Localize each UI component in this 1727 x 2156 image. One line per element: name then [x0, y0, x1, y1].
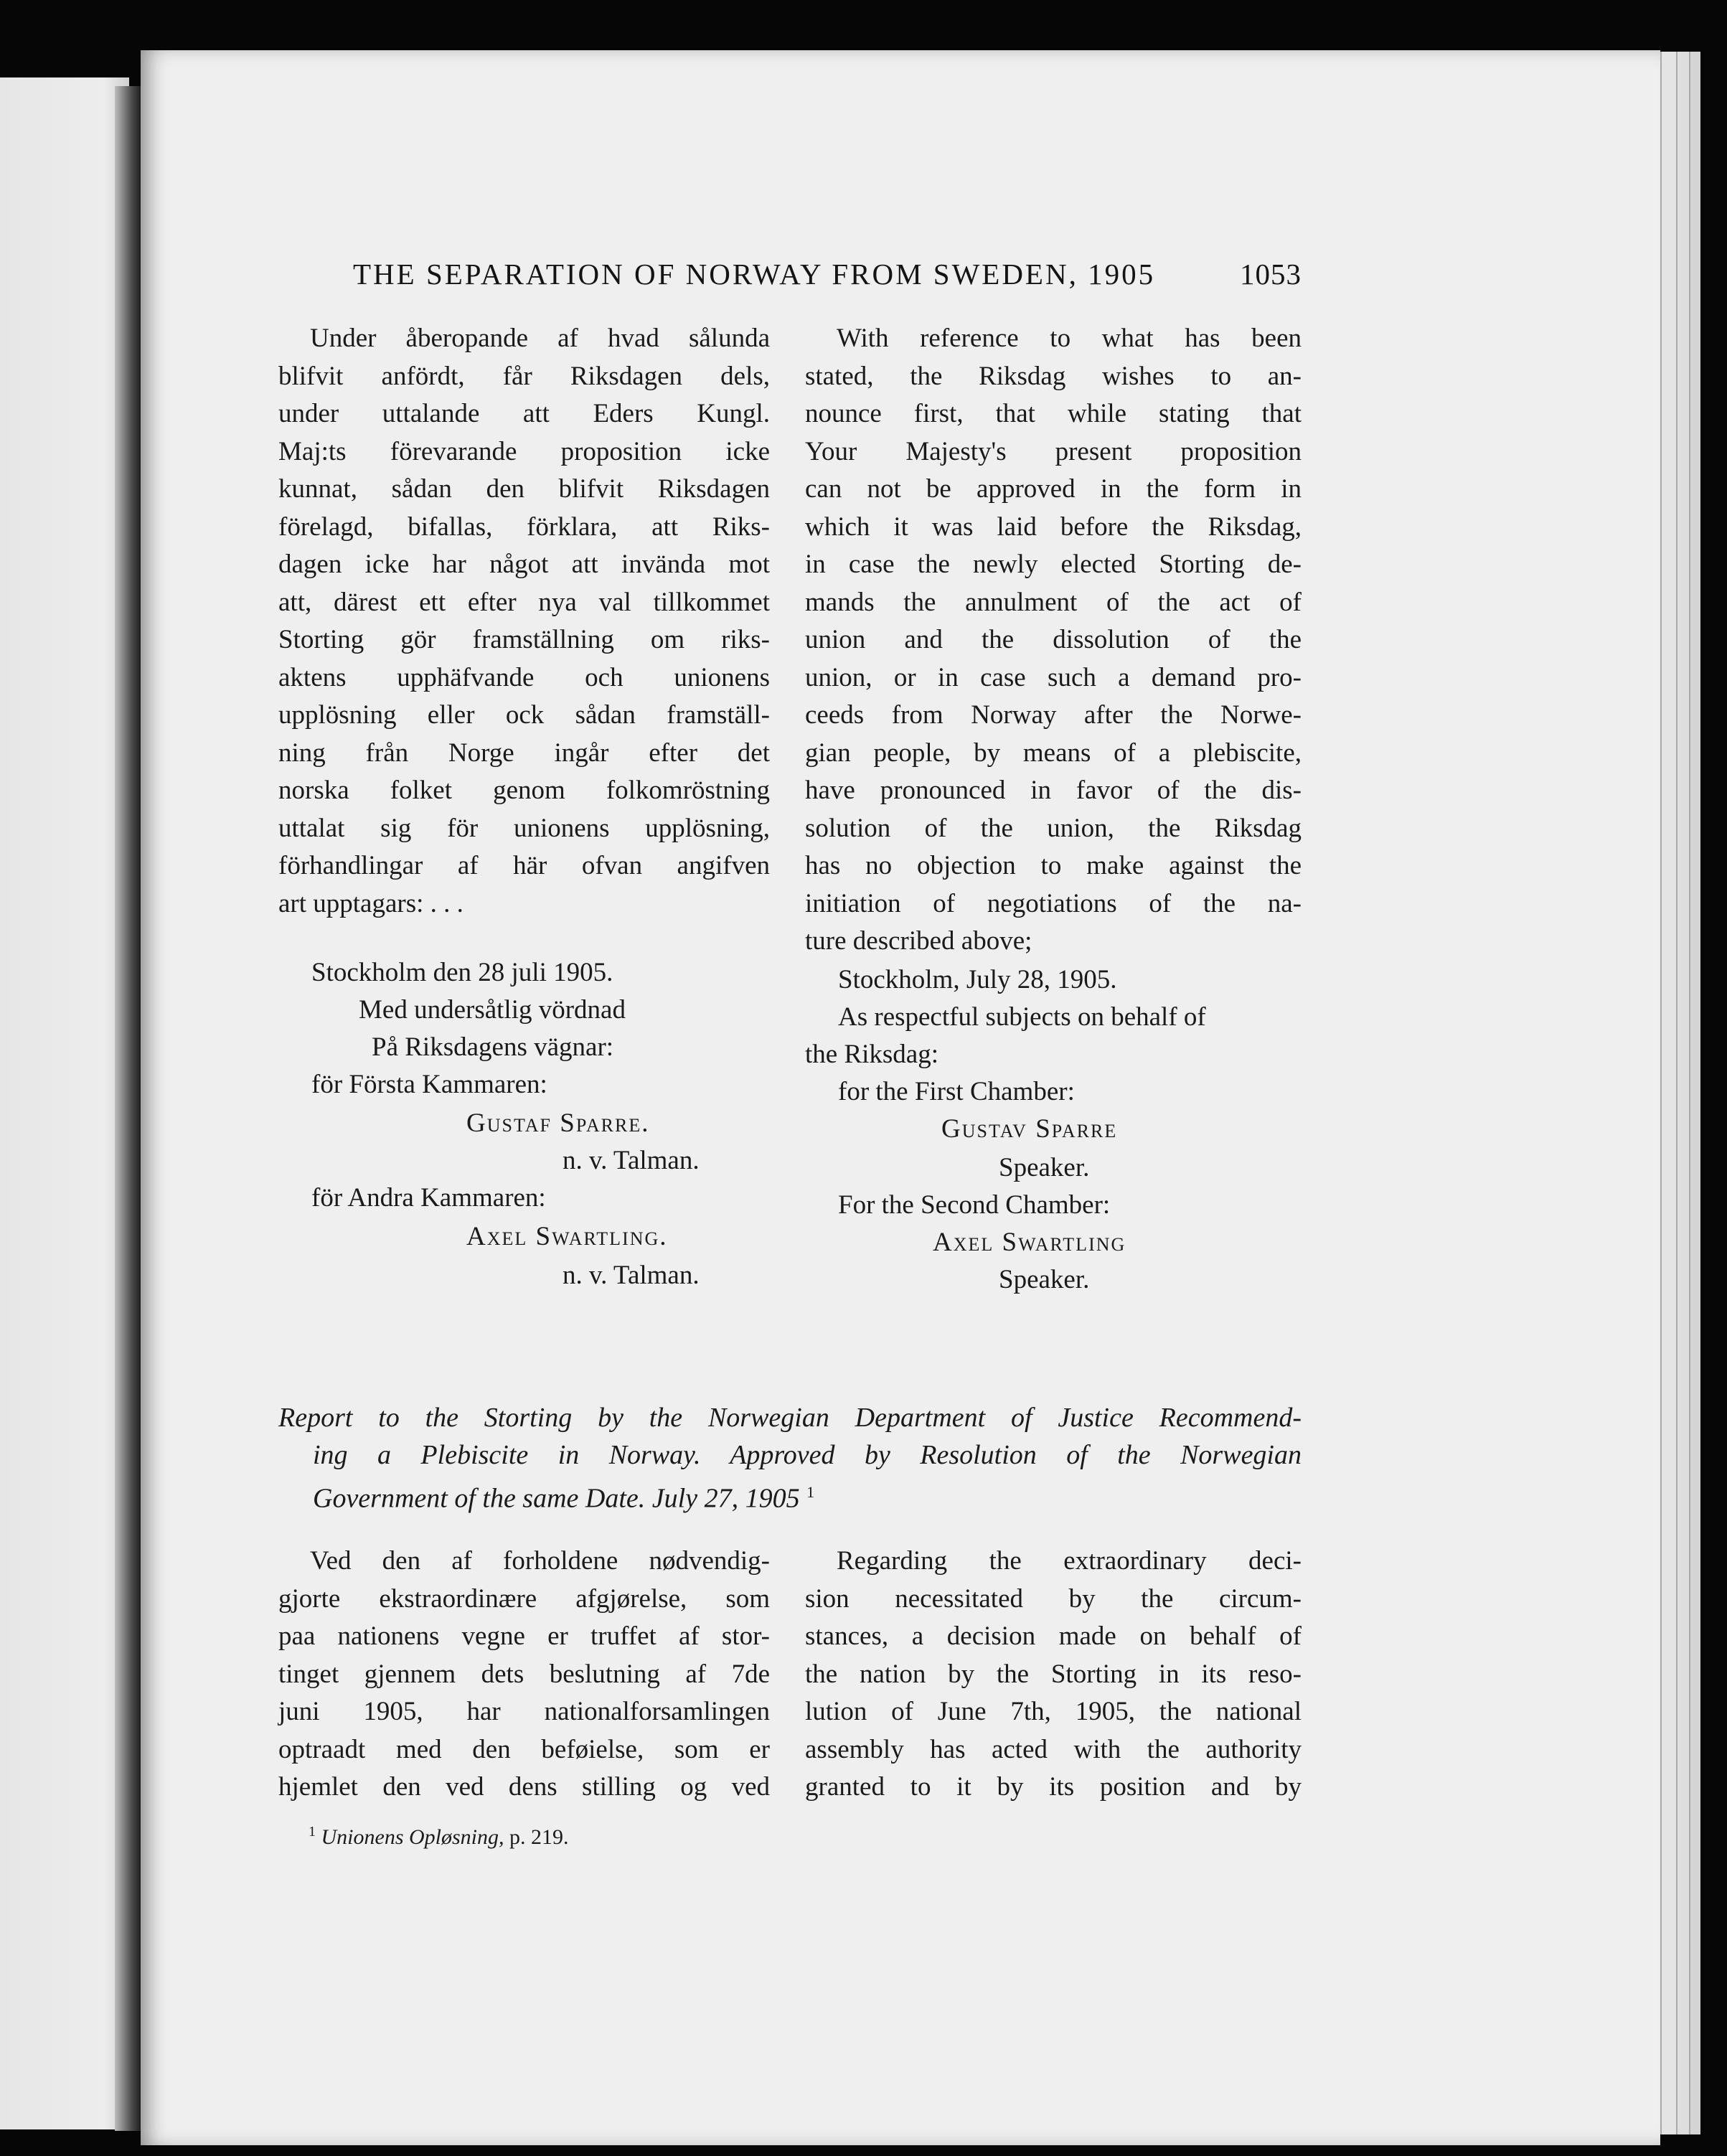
chamber-label: for the First Chamber:	[838, 1077, 1075, 1106]
text-line: stances, a decision made on behalf of	[805, 1621, 1302, 1651]
heading-text: Government of the same Date. July 27, 1905	[313, 1483, 800, 1514]
text-line: ning från Norge ingår efter det	[278, 738, 770, 768]
text-line: Storting gör framställning om riks-	[278, 625, 770, 654]
signer-name: Gustav Sparre	[941, 1114, 1118, 1144]
text-line: optraadt med den beføielse, som er	[278, 1734, 770, 1764]
signer-name: Gustaf Sparre.	[466, 1108, 650, 1138]
page-edge	[1689, 52, 1700, 2134]
place-date: Stockholm, July 28, 1905.	[838, 965, 1117, 994]
text-line: sion necessitated by the circum-	[805, 1583, 1302, 1614]
page-edge	[1660, 52, 1677, 2134]
signer-name: Axel Swartling.	[466, 1222, 668, 1251]
text-line: upplösning eller ock sådan framställ-	[278, 700, 770, 730]
text-line: union, or in case such a demand pro-	[805, 662, 1302, 692]
text-line: mands the annulment of the act of	[805, 587, 1302, 617]
page-edge	[1676, 52, 1690, 2134]
text-line: ceeds from Norway after the Norwe-	[805, 700, 1302, 730]
text-line: norska folket genom folkomröstning	[278, 776, 770, 805]
text-line: in case the newly elected Storting de-	[805, 550, 1302, 579]
signer-title: n. v. Talman.	[563, 1261, 700, 1290]
text-line: hjemlet den ved dens stilling og ved	[278, 1772, 770, 1802]
text-line: under uttalande att Eders Kungl.	[278, 399, 770, 428]
chamber-label: för Andra Kammaren:	[311, 1183, 546, 1213]
text-line: granted to it by its position and by	[805, 1772, 1302, 1802]
chamber-label: For the Second Chamber:	[838, 1190, 1111, 1220]
text-line: aktens upphäfvande och unionens	[278, 662, 770, 692]
text-line: dagen icke har något att invända mot	[278, 550, 770, 579]
text-line: lution of June 7th, 1905, the national	[805, 1697, 1302, 1726]
text-line: solution of the union, the Riksdag	[805, 813, 1302, 843]
text-line: assembly has acted with the authority	[805, 1734, 1302, 1764]
text-line: kunnat, sådan den blifvit Riksdagen	[278, 474, 770, 504]
text-line: Your Majesty's present proposition	[805, 436, 1302, 466]
text-line: Regarding the extraordinary deci-	[837, 1546, 1302, 1576]
text-line: the nation by the Storting in its reso-	[805, 1659, 1302, 1689]
footnote-marker: 1	[806, 1483, 815, 1501]
text-line: Maj:ts förevarande proposition icke	[278, 436, 770, 466]
signer-title: Speaker.	[999, 1265, 1090, 1294]
text-line: has no objection to make against the	[805, 851, 1302, 880]
text-line: can not be approved in the form in	[805, 474, 1302, 504]
text-line: have pronounced in favor of the dis-	[805, 776, 1302, 805]
text-line: ture described above;	[805, 926, 1032, 956]
heading-line	[278, 1474, 1302, 1517]
text-line: gian people, by means of a plebiscite,	[805, 738, 1302, 768]
signer-title: n. v. Talman.	[563, 1146, 700, 1175]
heading-line: Report to the Storting by the Norwegian Department of Justice Recommend-	[278, 1403, 1302, 1433]
signer-title: Speaker.	[999, 1153, 1090, 1182]
swedish-paragraph	[278, 320, 770, 923]
running-title: THE SEPARATION OF NORWAY FROM SWEDEN, 1905	[353, 258, 1156, 291]
closing-line: Med undersåtlig vördnad	[359, 995, 626, 1025]
text-line: uttalat sig för unionens upplösning,	[278, 813, 770, 843]
section-heading	[278, 1399, 1302, 1517]
closing-line: På Riksdagens vägnar:	[372, 1032, 614, 1062]
text-line: art upptagars: . . .	[278, 888, 463, 918]
heading-line: ing a Plebiscite in Norway. Approved by Resolution of the Norwegian	[313, 1440, 1302, 1470]
text-line: which it was laid before the Riksdag,	[805, 512, 1302, 542]
norwegian-paragraph	[278, 1543, 770, 1807]
text-line: nounce first, that while stating that	[805, 399, 1302, 428]
page-number: 1053	[1240, 258, 1302, 291]
text-line: union and the dissolution of the	[805, 625, 1302, 654]
chamber-label: för Första Kammaren:	[311, 1070, 547, 1099]
text-line: tinget gjennem dets beslutning af 7de	[278, 1659, 770, 1689]
text-line: att, därest ett efter nya val tillkommet	[278, 587, 770, 617]
closing-line: As respectful subjects on behalf of	[838, 1002, 1206, 1032]
closing-line: the Riksdag:	[805, 1040, 939, 1069]
text-line: stated, the Riksdag wishes to an-	[805, 361, 1302, 391]
text-line: förhandlingar af här ofvan angifven	[278, 851, 770, 880]
footnote-page: p. 219.	[509, 1825, 569, 1849]
text-line: gjorte ekstraordinære afgjørelse, som	[278, 1583, 770, 1614]
place-date: Stockholm den 28 juli 1905.	[311, 958, 613, 987]
previous-page-edge	[0, 77, 129, 2129]
text-line: blifvit anfördt, får Riksdagen dels,	[278, 361, 770, 391]
text-line: förelagd, bifallas, förklara, att Riks-	[278, 512, 770, 542]
text-line: Ved den af forholdene nødvendig-	[310, 1546, 770, 1576]
text-line: juni 1905, har nationalforsamlingen	[278, 1697, 770, 1726]
footnote	[309, 1824, 569, 1850]
footnote-source: Unionens Opløsning,	[321, 1825, 504, 1849]
text-line: Under åberopande af hvad sålunda	[310, 324, 770, 353]
english-paragraph	[805, 320, 1302, 961]
text-line: paa nationens vegne er truffet af stor-	[278, 1621, 770, 1651]
english-paragraph-2	[805, 1543, 1302, 1807]
footnote-marker: 1	[309, 1824, 316, 1840]
text-line: With reference to what has been	[837, 324, 1302, 353]
text-line: initiation of negotiations of the na-	[805, 888, 1302, 918]
signer-name: Axel Swartling	[933, 1228, 1126, 1257]
book-spine-shadow	[115, 86, 143, 2131]
